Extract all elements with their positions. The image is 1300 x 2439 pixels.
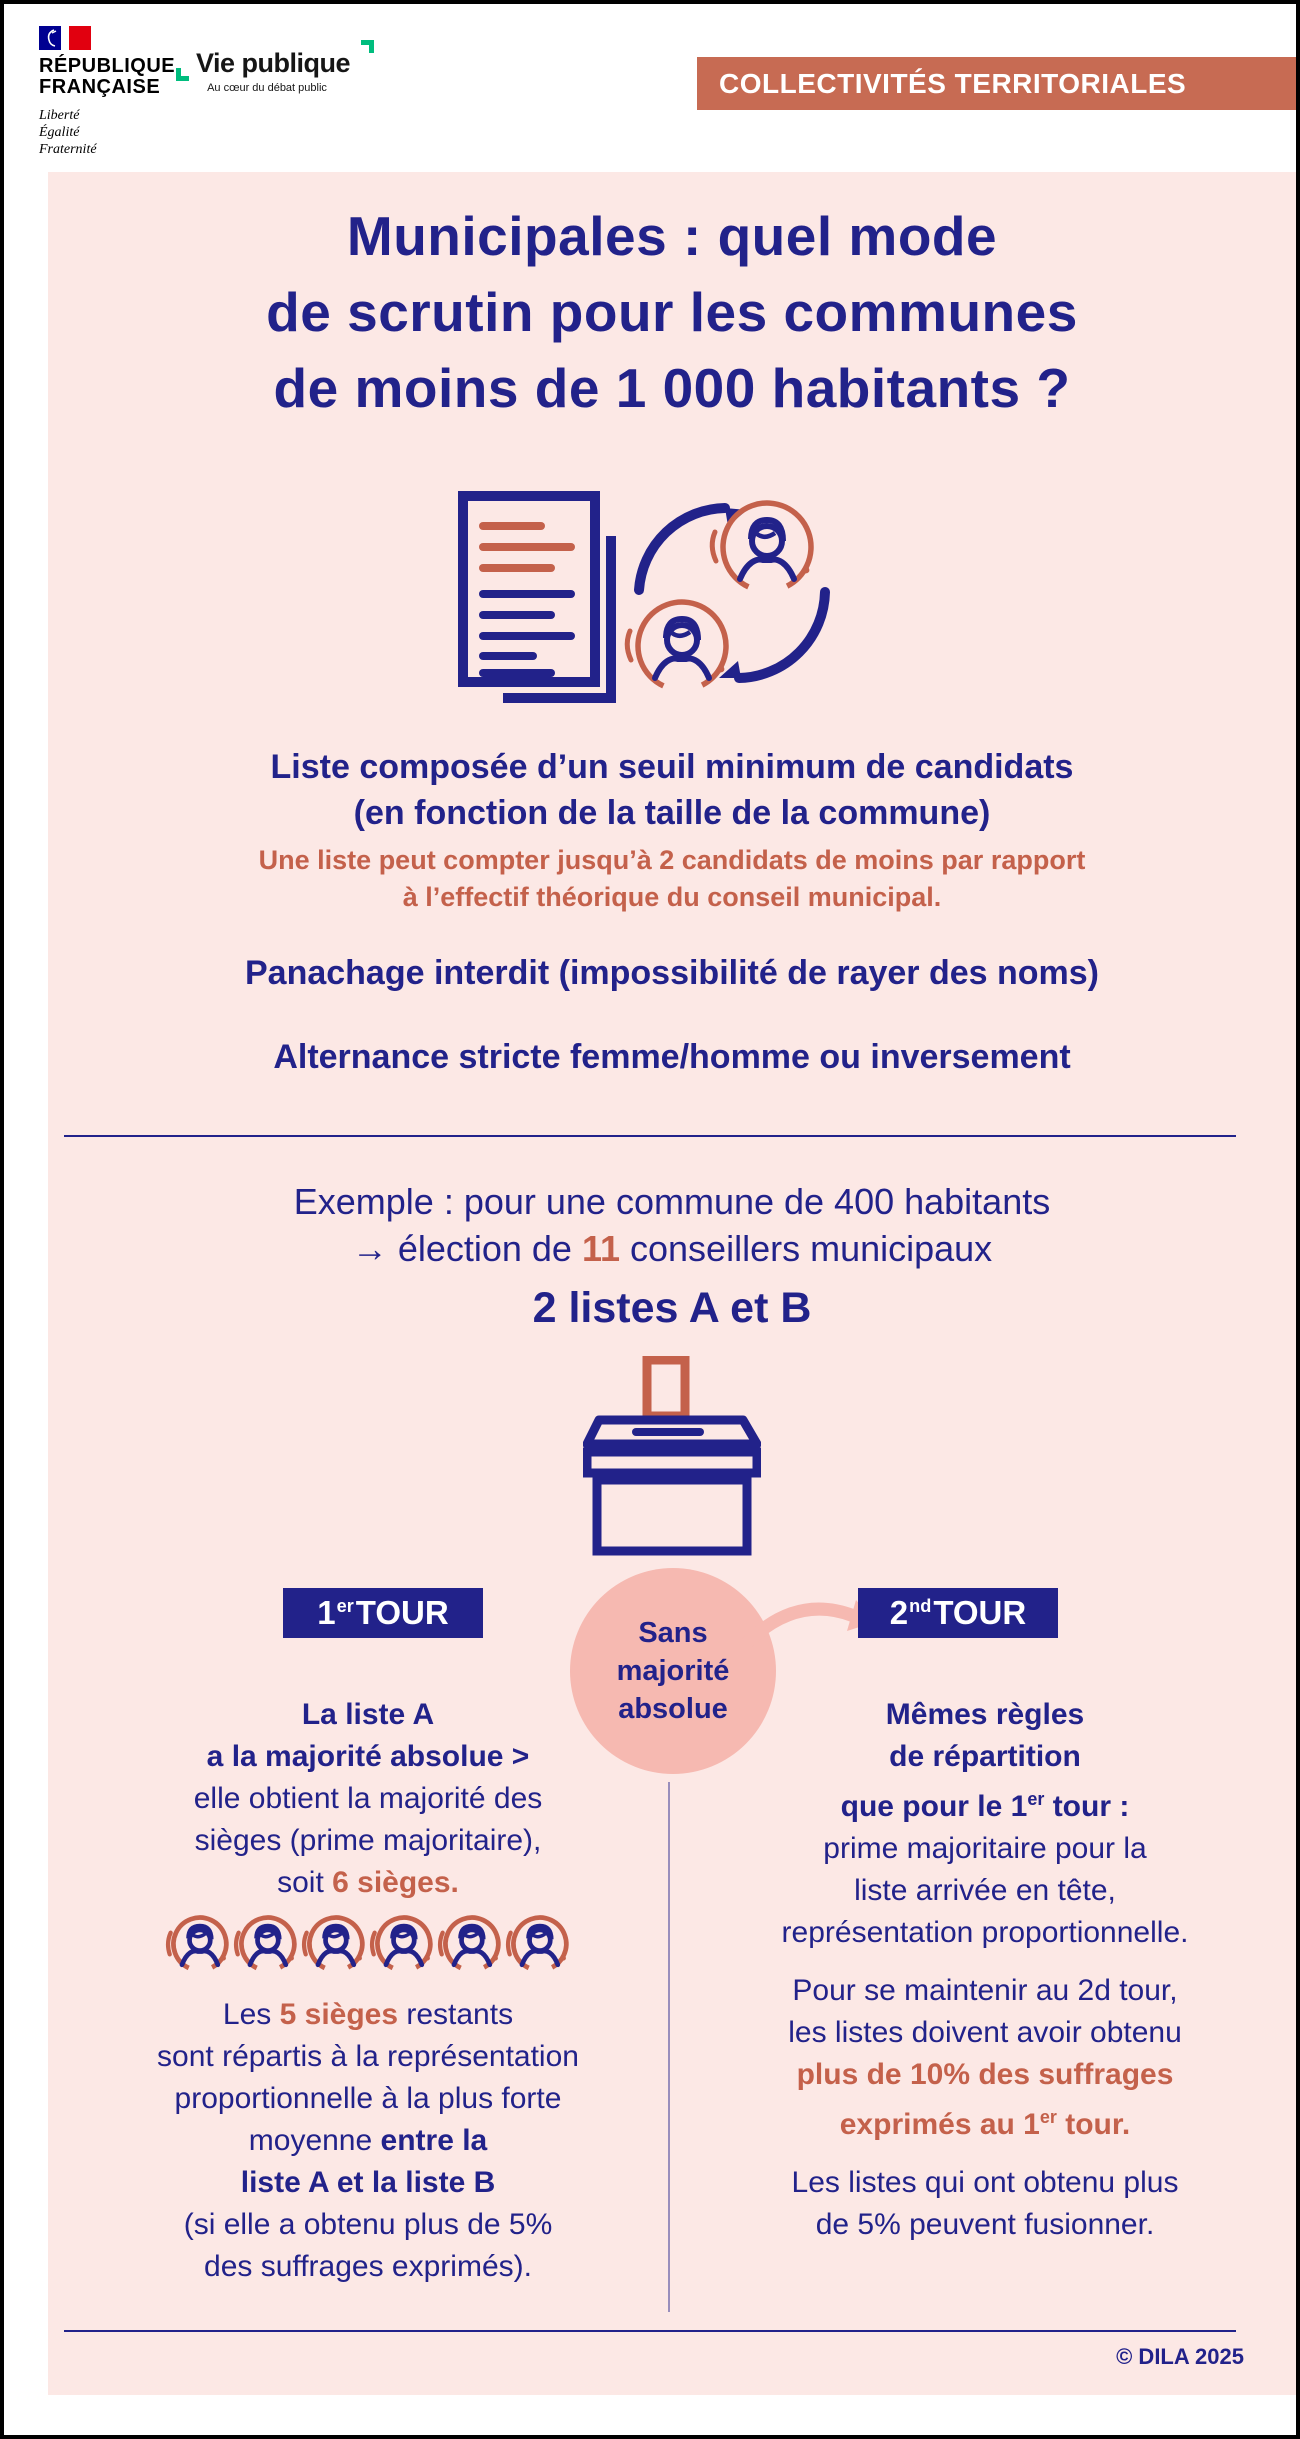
vie-publique-wordmark [182, 40, 366, 81]
rf-line2: FRANÇAISE [39, 76, 161, 98]
note-line1: Une liste peut compter jusqu’à 2 candidats de moins par rapport [258, 845, 1086, 875]
page-title [48, 198, 1296, 426]
ballot-box-icon [583, 1356, 761, 1556]
no-majority-line3: absolue [618, 1693, 728, 1725]
t2-p2-l1: Pour se maintenir au 2d tour, [792, 1974, 1178, 2007]
rule1-line2: (en fonction de la taille de la commune) [353, 794, 991, 832]
t1-p2-l5: liste A et la liste B [240, 2166, 496, 2199]
green-bracket-bottom-left-icon [176, 68, 189, 81]
t1-p2-l4-bold: entre la [380, 2124, 488, 2157]
t1-p2-l2: sont répartis à la représentation [157, 2040, 579, 2073]
motto-liberte: Liberté [39, 108, 80, 123]
t1-head2: a la majorité absolue > [206, 1740, 530, 1773]
t2-p3-l1: Les listes qui ont obtenu plus [791, 2166, 1179, 2199]
t1-body3-post: . [450, 1866, 459, 1899]
rule-alternance: Alternance stricte femme/homme ou inversement [273, 1038, 1071, 1076]
republique-title [39, 56, 189, 98]
section-divider-bottom [64, 2330, 1236, 2332]
t2-head3 [685, 1778, 1285, 1828]
note-line2: à l’effectif théorique du conseil municipal. [402, 882, 942, 912]
t1-p2-l6: (si elle a obtenu plus de 5% [183, 2208, 553, 2241]
rule-note [48, 842, 1296, 916]
t2-paragraph3 [685, 2162, 1285, 2246]
t1-seats-highlight: 6 sièges [332, 1866, 451, 1899]
section-divider-top [64, 1135, 1236, 1137]
t2-paragraph2 [685, 1970, 1285, 2146]
t2-p3-l2: de 5% peuvent fusionner. [815, 2208, 1155, 2241]
voter-icon [624, 588, 741, 705]
t2-p2-l4 [685, 2096, 1285, 2146]
t2-p2-l2: les listes doivent avoir obtenu [788, 2016, 1182, 2049]
title-line2: de scrutin pour les communes [266, 281, 1078, 343]
seat-person-icon [233, 1910, 299, 1978]
t2-p2-l4-sup: er [1039, 2107, 1057, 2127]
t2-p2-l4-pre: exprimés au 1 [839, 2108, 1040, 2141]
vie-publique-name: Vie publique [196, 48, 351, 78]
motto-egalite: Égalité [39, 125, 80, 140]
example-intro [48, 1178, 1296, 1272]
ballot-box-illustration [48, 1356, 1296, 1556]
tour2-num: 2 [889, 1594, 909, 1631]
seats-row [68, 1910, 668, 1978]
seat-person-icon [301, 1910, 367, 1978]
rule1-line1: Liste composée d’un seuil minimum de candidats [270, 748, 1074, 786]
rule-panachage: Panachage interdit (impossibilité de rayer des noms) [244, 954, 1100, 992]
copyright: © DILA 2025 [1116, 2344, 1244, 2369]
t2-p2-l4-post: tour. [1056, 2108, 1131, 2141]
t1-p2-l3: proportionnelle à la plus forte [174, 2082, 562, 2115]
t1-body3-pre: soit [277, 1866, 333, 1899]
t1-p2-l1 [68, 1994, 668, 2036]
first-round-column [68, 1694, 668, 2288]
t1-p2-l7: des suffrages exprimés). [204, 2250, 532, 2283]
republique-francaise-logo [39, 26, 189, 158]
column-divider [668, 1782, 670, 2312]
t1-p2-l1-post: restants [398, 1998, 514, 2031]
example-line1: Exemple : pour une commune de 400 habitants [293, 1181, 1051, 1222]
t1-p2-l4 [68, 2120, 668, 2162]
t2-head3-post: tour : [1044, 1790, 1130, 1823]
t2-head2: de répartition [889, 1740, 1081, 1773]
t1-p2-l1-pre: Les [222, 1998, 280, 2031]
tour1-word: TOUR [355, 1594, 449, 1631]
title-line1: Municipales : quel mode [346, 205, 998, 267]
first-round-badge [283, 1588, 483, 1638]
t1-p2-l4-pre: moyenne [248, 2124, 381, 2157]
t2-body2: liste arrivée en tête, [854, 1874, 1116, 1907]
t1-paragraph2 [68, 1994, 668, 2288]
french-flag-icon [39, 26, 91, 50]
t1-remaining-highlight: 5 sièges [279, 1998, 399, 2031]
t2-head3-pre: que pour le 1 [840, 1790, 1028, 1823]
seat-person-icon [165, 1910, 231, 1978]
example-line2-post: conseillers municipaux [620, 1228, 993, 1269]
t1-body2: sièges (prime majoritaire), [194, 1824, 542, 1857]
vie-publique-logo [182, 40, 352, 94]
example-line2-pre: élection de [397, 1228, 582, 1269]
rf-motto [39, 107, 189, 158]
t1-body1: elle obtient la majorité des [193, 1782, 543, 1815]
seat-person-icon [369, 1910, 435, 1978]
seat-person-icon [437, 1910, 503, 1978]
tour2-word: TOUR [933, 1594, 1027, 1631]
vie-publique-tagline: Au cœur du débat public [207, 82, 327, 94]
topic-badge: COLLECTIVITÉS TERRITORIALES [697, 57, 1296, 110]
seat-person-icon [505, 1910, 571, 1978]
t2-p2-l3: plus de 10% des suffrages [796, 2058, 1174, 2091]
t2-body1: prime majoritaire pour la [823, 1832, 1147, 1865]
example-count: 11 [581, 1228, 621, 1269]
example-line2 [48, 1225, 1296, 1272]
rule-list-threshold [48, 744, 1296, 836]
t2-head3-sup: er [1027, 1789, 1045, 1809]
lists-title: 2 listes A et B [532, 1284, 812, 1332]
header [4, 4, 1296, 172]
arrow-right-icon: → [351, 1228, 398, 1269]
tour1-sup: er [336, 1595, 354, 1616]
no-majority-line2: majorité [616, 1655, 730, 1687]
document-cycle-icon [457, 490, 887, 710]
title-line3: de moins de 1 000 habitants ? [273, 357, 1071, 419]
tour1-num: 1 [317, 1594, 336, 1631]
t2-head1: Mêmes règles [885, 1698, 1085, 1731]
content-panel [48, 172, 1296, 2395]
no-majority-line1: Sans [638, 1617, 708, 1649]
green-bracket-top-right-icon [361, 40, 374, 53]
list-candidates-illustration [48, 490, 1296, 710]
t2-body3: représentation proportionnelle. [781, 1916, 1189, 1949]
second-round-badge [858, 1588, 1058, 1638]
tour2-sup: nd [909, 1595, 932, 1616]
t1-body3 [68, 1862, 668, 1904]
rf-line1: RÉPUBLIQUE [39, 55, 176, 77]
motto-fraternite: Fraternité [39, 142, 97, 157]
t1-head1: La liste A [301, 1698, 435, 1731]
second-round-column [685, 1694, 1285, 2246]
